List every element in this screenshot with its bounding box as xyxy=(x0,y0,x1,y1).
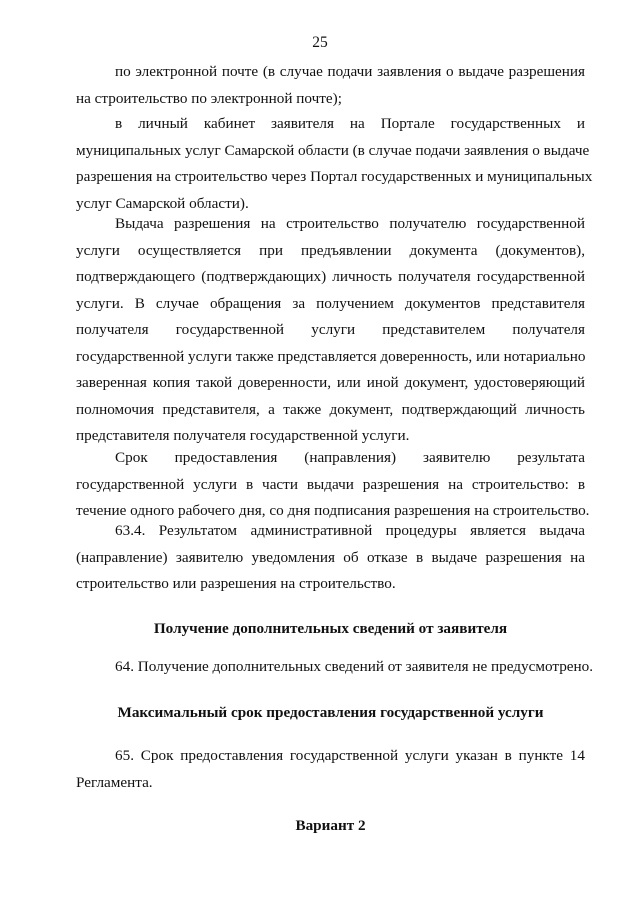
text-line: государственной услуги также представляется доверенность, или нотариально xyxy=(76,347,586,365)
text-line: услуги осуществляется при предъявлении документа (документов), xyxy=(76,241,585,259)
section-heading-variant-2: Вариант 2 xyxy=(295,817,366,834)
text-line: по электронной почте (в случае подачи заявления о выдаче разрешения xyxy=(115,63,585,80)
text-line: строительство или разрешения на строительство. xyxy=(76,575,396,592)
text-line: 65. Срок предоставления государственной услуги указан в пункте 14 xyxy=(115,747,585,764)
text-line: заверенная копия такой доверенности, или иной документ, удостоверяющий xyxy=(76,374,585,391)
text-line: в личный кабинет заявителя на Портале государственных и xyxy=(115,115,585,132)
text-line: полномочия представителя, а также документ, подтверждающий личность xyxy=(76,400,585,418)
paragraph-64 xyxy=(76,654,594,681)
paragraph-delivery-term xyxy=(76,445,590,525)
text-line: представителя получателя государственной услуги. xyxy=(76,427,410,444)
paragraph-permit-issuance xyxy=(76,211,585,450)
paragraph-email-delivery xyxy=(76,59,585,112)
text-line: муниципальных услуг Самарской области (в случае подачи заявления о выдаче xyxy=(76,141,590,159)
text-line: на строительство по электронной почте); xyxy=(76,89,342,107)
page-number: 25 xyxy=(312,34,328,51)
paragraph-65 xyxy=(76,743,585,796)
text-line: подтверждающего (подтверждающих) личность получателя государственной xyxy=(76,268,585,285)
text-line: получателя государственной услуги представителем получателя xyxy=(76,321,585,338)
text-line: Регламента. xyxy=(76,773,153,791)
text-line: течение одного рабочего дня, со дня подписания разрешения на строительство. xyxy=(76,502,590,519)
paragraph-personal-cabinet xyxy=(76,111,593,217)
text-line: Срок предоставления (направления) заявителю результата xyxy=(115,449,585,466)
text-line: 64. Получение дополнительных сведений от заявителя не предусмотрено. xyxy=(115,658,594,675)
text-line: разрешения на строительство через Портал государственных и муниципальных xyxy=(76,168,593,185)
section-heading-additional-info: Получение дополнительных сведений от заявителя xyxy=(153,620,508,637)
section-heading-max-term: Максимальный срок предоставления государственной услуги xyxy=(117,704,544,721)
text-line: государственной услуги в части выдачи разрешения на строительство: в xyxy=(76,475,585,493)
text-line: Выдача разрешения на строительство получателю государственной xyxy=(115,215,585,232)
text-line: (направление) заявителю уведомления об отказе в выдаче разрешения на xyxy=(76,548,585,566)
text-line: 63.4. Результатом административной процедуры является выдача xyxy=(115,522,585,539)
text-line: услуги. В случае обращения за получением документов представителя xyxy=(76,294,585,312)
text-line: услуг Самарской области). xyxy=(76,194,249,212)
paragraph-63-4 xyxy=(76,518,585,598)
